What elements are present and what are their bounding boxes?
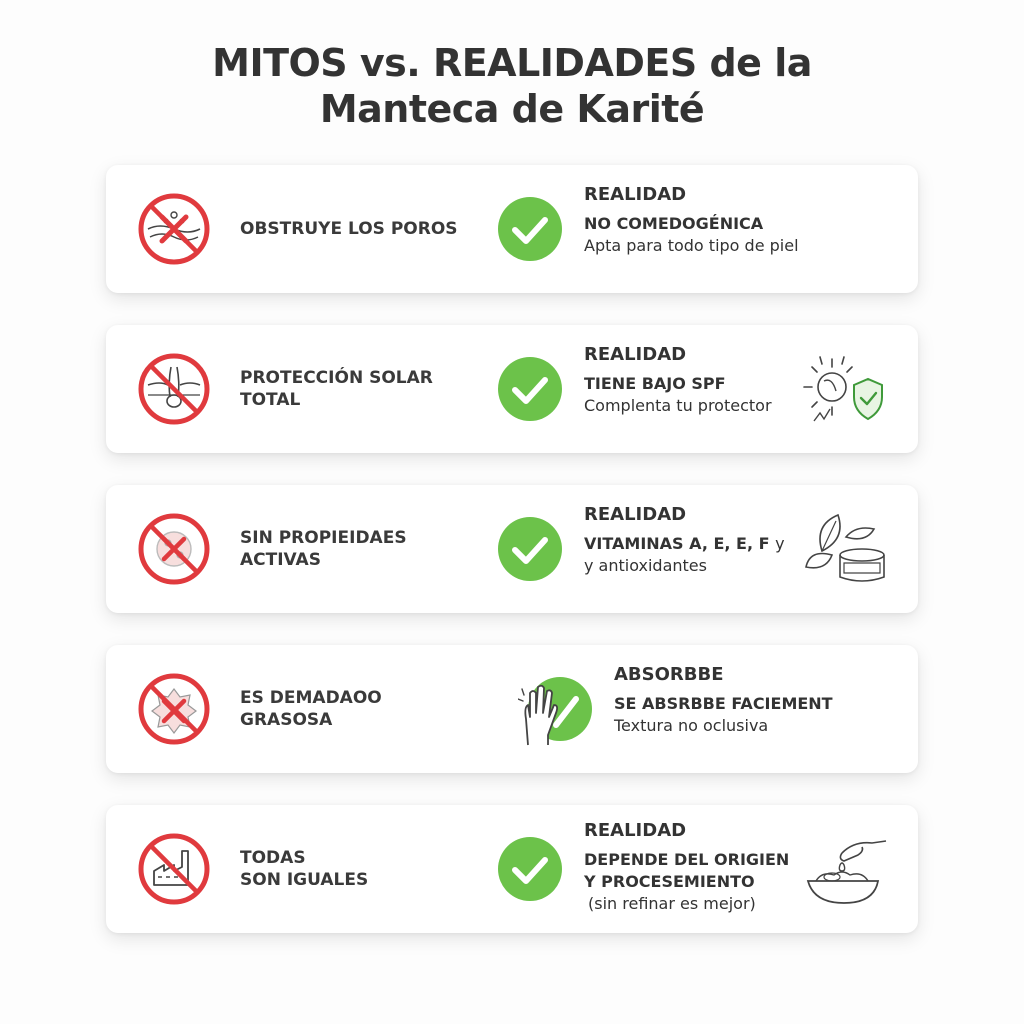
reality-main <box>584 533 804 555</box>
myth-line: ES DEMADAOO <box>240 688 382 708</box>
reality-heading: REALIDAD <box>584 504 687 525</box>
reality-heading: ABSORBBE <box>614 664 724 685</box>
myth-line: SON IGUALES <box>240 870 369 890</box>
reality-sub: Textura no oclusiva <box>614 716 769 735</box>
reality-main: Y PROCESEMIENTO <box>584 872 755 891</box>
myth-card-properties <box>106 485 918 613</box>
reality-block <box>614 663 834 737</box>
hand-icon <box>518 679 562 749</box>
reality-sub: Complenta tu protector <box>584 396 772 415</box>
myth-card-origin <box>106 805 918 933</box>
page-title <box>0 40 1024 132</box>
title-line-2: Manteca de Karité <box>319 87 705 131</box>
myth-line: OBSTRUYE LOS POROS <box>240 219 458 239</box>
myth-line: SIN PROPIEIDAES <box>240 528 407 548</box>
reality-block <box>584 343 804 417</box>
reality-sub: (sin refinar es mejor) <box>588 894 756 913</box>
reality-main-tail: y <box>775 534 785 553</box>
reality-main: DEPENDE DEL ORIGIEN <box>584 850 790 869</box>
factory-icon <box>138 833 210 905</box>
check-icon <box>498 517 562 581</box>
myth-card-greasy <box>106 645 918 773</box>
check-icon <box>498 837 562 901</box>
reality-block <box>584 183 804 257</box>
leaves-jar-icon <box>802 511 888 587</box>
title-line-1: MITOS vs. REALIDADES de la <box>212 41 812 85</box>
check-icon <box>498 197 562 261</box>
myth-text <box>240 805 480 933</box>
myth-text <box>240 645 480 773</box>
hand-bowl-icon <box>802 831 888 907</box>
pores-icon <box>138 193 210 265</box>
reality-sub: y antioxidantes <box>584 556 707 575</box>
oil-drop-icon <box>138 673 210 745</box>
reality-main: SE ABSRBBE FACIEMENT <box>614 694 833 713</box>
reality-heading: REALIDAD <box>584 344 687 365</box>
reality-block <box>584 819 814 915</box>
sun-shield-icon <box>802 351 888 427</box>
cell-icon <box>138 513 210 585</box>
myth-line: ACTIVAS <box>240 550 321 570</box>
reality-heading: REALIDAD <box>584 184 687 205</box>
myth-line: TOTAL <box>240 390 301 410</box>
reality-main: TIENE BAJO SPF <box>584 374 726 393</box>
myth-line: PROTECCIÓN SOLAR <box>240 368 433 388</box>
myth-text <box>240 485 480 613</box>
reality-main-text: VITAMINAS A, E, E, F <box>584 534 770 553</box>
reality-sub: Apta para todo tipo de piel <box>584 236 799 255</box>
hair-follicle-icon <box>138 353 210 425</box>
reality-main: NO COMEDOGÉNICA <box>584 214 764 233</box>
myth-card-pores <box>106 165 918 293</box>
myth-text <box>240 165 480 293</box>
myth-line: TODAS <box>240 848 306 868</box>
check-icon <box>498 357 562 421</box>
myth-text <box>240 325 480 453</box>
reality-block <box>584 503 804 577</box>
myth-line: GRASOSA <box>240 710 333 730</box>
myth-card-sun <box>106 325 918 453</box>
reality-heading: REALIDAD <box>584 820 687 841</box>
